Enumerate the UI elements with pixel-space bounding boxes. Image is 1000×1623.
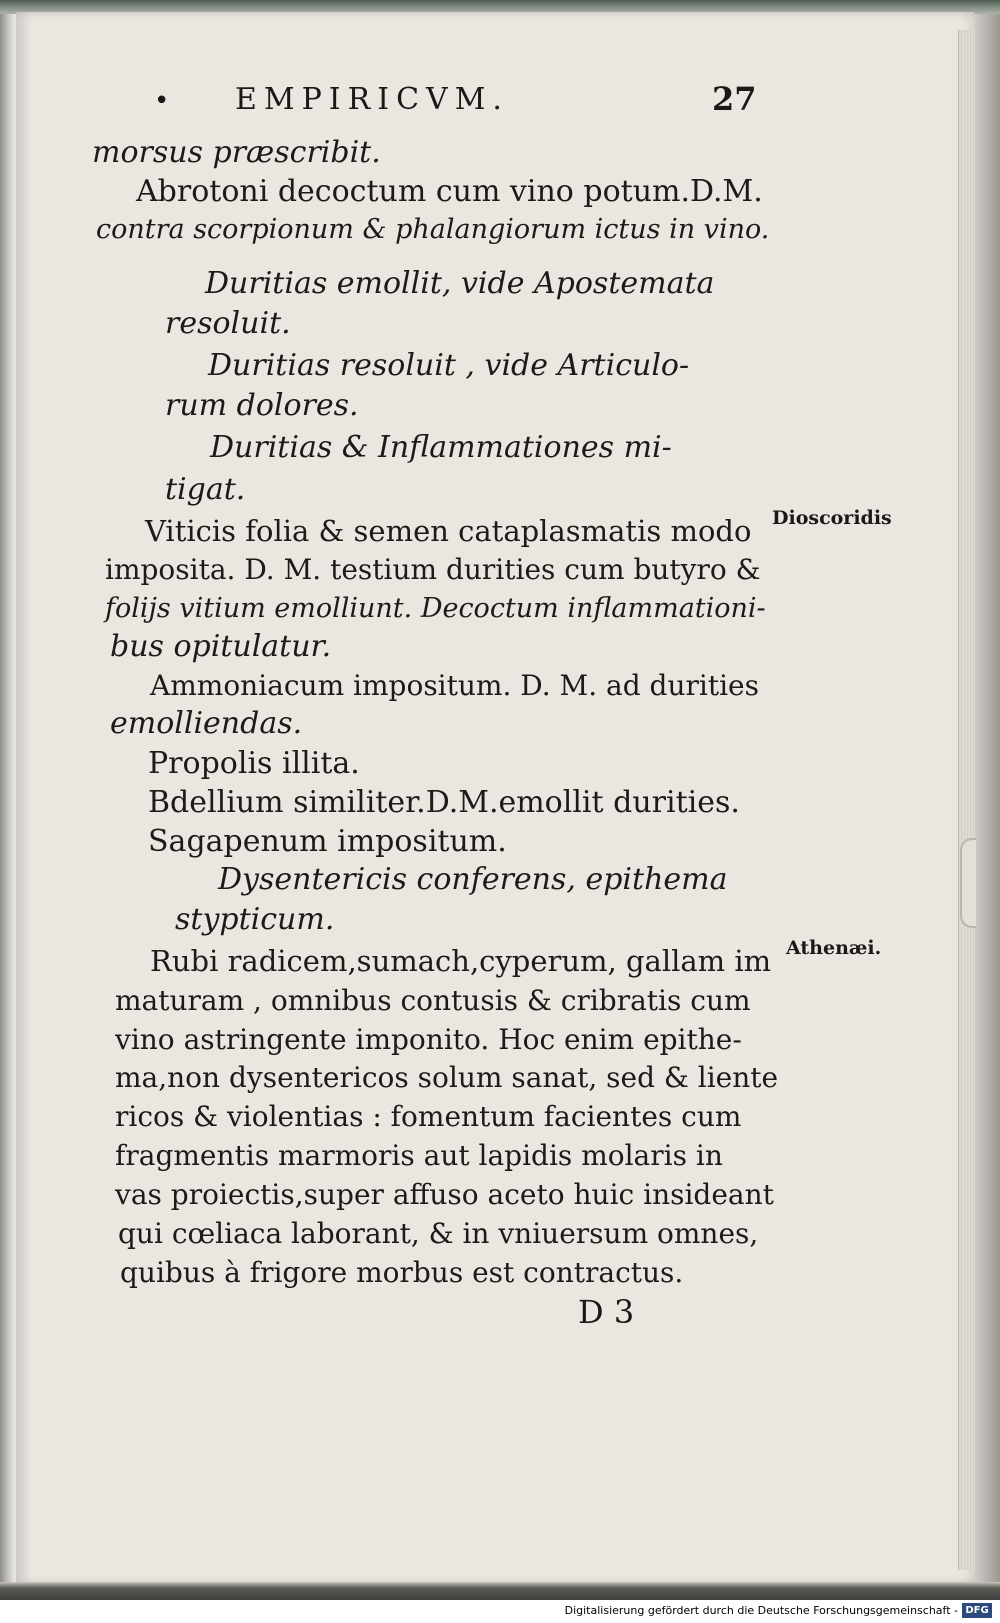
footer-credit: Digitalisierung gefördert durch die Deutsche Forschungsgemeinschaft - (564, 1604, 958, 1617)
text-line: Viticis folia & semen cataplasmatis modo (145, 514, 752, 548)
text-line: tigat. (165, 472, 246, 507)
text-line: Sagapenum impositum. (148, 824, 507, 859)
text-line: qui cœliaca laborant, & in vniuersum omnes, (118, 1217, 759, 1250)
running-title: EMPIRICVM. (235, 82, 509, 117)
margin-note-athenaei: Athenæi. (786, 937, 882, 959)
text-line: Ammoniacum impositum. D. M. ad durities (150, 669, 759, 702)
text-line: vas proiectis,super affuso aceto huic insideant (115, 1178, 774, 1211)
signature-mark: D 3 (578, 1293, 635, 1331)
text-line: Duritias & Inflammationes mi- (210, 430, 672, 465)
dfg-logo: DFG (962, 1603, 992, 1618)
text-line: ma,non dysentericos solum sanat, sed & liente (115, 1061, 779, 1094)
text-line: rum dolores. (165, 388, 359, 423)
book-bottom-edge (0, 1582, 1000, 1600)
text-line: Propolis illita. (148, 746, 360, 781)
text-line: morsus præscribit. (92, 135, 381, 170)
text-line: ricos & violentias : fomentum facientes cum (115, 1100, 742, 1133)
digitization-footer (0, 1600, 1000, 1623)
text-line: maturam , omnibus contusis & cribratis cum (115, 984, 751, 1017)
text-line: stypticum. (175, 902, 335, 937)
page-number: 27 (712, 80, 757, 118)
page-fold-edge (958, 30, 975, 1570)
margin-note-dioscoridis: Dioscoridis (772, 507, 892, 529)
page-clip-tab (960, 838, 976, 928)
text-line: imposita. D. M. testium durities cum butyro & (105, 553, 761, 586)
text-line: vino astringente imponito. Hoc enim epithe- (115, 1023, 742, 1056)
text-line: Duritias emollit, vide Apostemata (205, 266, 715, 301)
text-line: contra scorpionum & phalangiorum ictus in vino. (96, 214, 770, 245)
text-line: Bdellium similiter.D.M.emollit durities. (148, 785, 740, 820)
text-line: Rubi radicem,sumach,cyperum, gallam im (150, 944, 772, 978)
text-line: fragmentis marmoris aut lapidis molaris in (115, 1139, 723, 1172)
text-line: quibus à frigore morbus est contractus. (120, 1256, 684, 1289)
text-line: folijs vitium emolliunt. Decoctum inflammationi- (105, 593, 766, 624)
text-line: emolliendas. (110, 706, 303, 741)
text-line: Abrotoni decoctum cum vino potum.D.M. (136, 174, 763, 209)
text-line: bus opitulatur. (110, 629, 332, 664)
text-line: Duritias resoluit , vide Articulo- (208, 348, 690, 383)
text-line: resoluit. (165, 306, 291, 341)
text-line: Dysentericis conferens, epithema (218, 862, 728, 897)
header-bullet: • (154, 86, 170, 116)
